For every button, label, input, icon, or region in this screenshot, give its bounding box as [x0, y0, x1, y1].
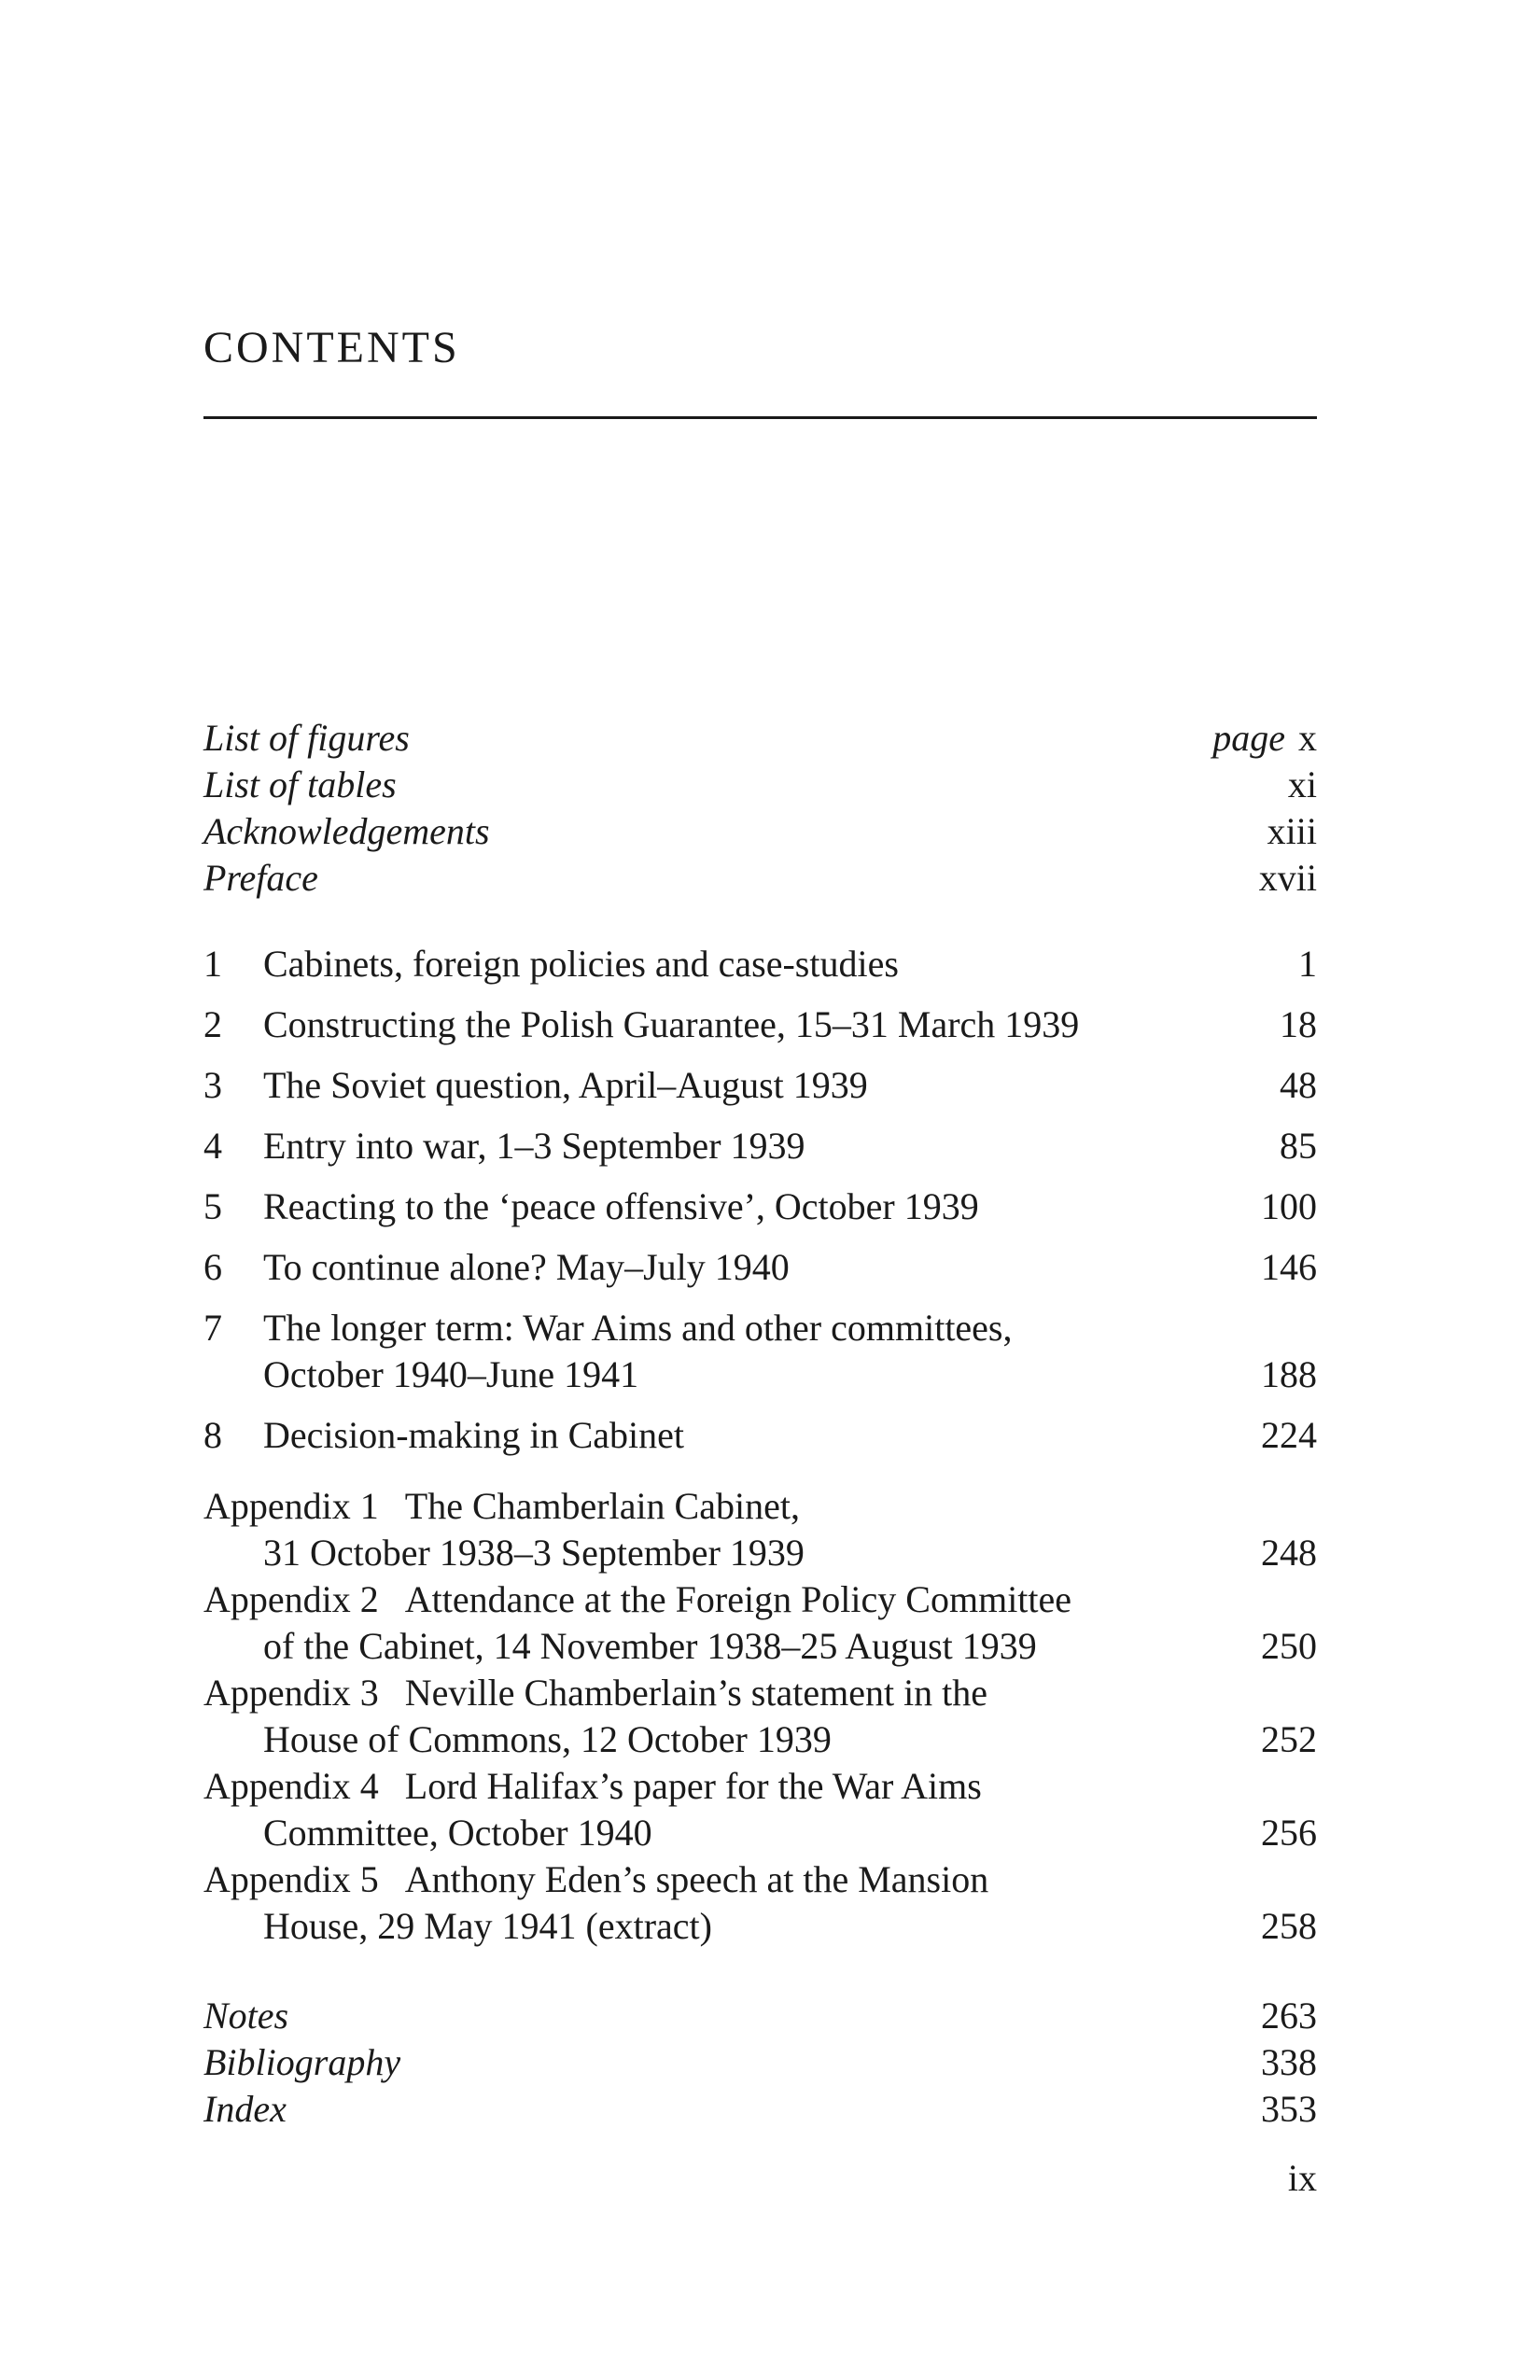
- entry-page-wrap: [1212, 715, 1317, 762]
- chapter-title: The Soviet question, April–August 1939: [263, 1064, 868, 1106]
- appendix-entry[interactable]: [203, 1483, 1317, 1576]
- chapter-title-cont: October 1940–June 1941: [263, 1353, 639, 1395]
- chapter-title: Entry into war, 1–3 September 1939: [263, 1125, 805, 1167]
- chapter-number: 2: [203, 1003, 222, 1045]
- appendix-entry[interactable]: [203, 1763, 1317, 1856]
- appendix-title: Neville Chamberlain’s statement in the: [404, 1672, 988, 1714]
- chapter-number: 5: [203, 1185, 222, 1227]
- chapter-page: 146: [1261, 1246, 1317, 1288]
- appendix-title-cont: of the Cabinet, 14 November 1938–25 August 1939: [263, 1625, 1037, 1667]
- chapter-page: 1: [1298, 943, 1317, 985]
- appendix-page: 250: [1261, 1625, 1317, 1667]
- chapter-page: 18: [1280, 1003, 1317, 1045]
- chapter-page: 48: [1280, 1064, 1317, 1106]
- appendix-entry[interactable]: [203, 1576, 1317, 1670]
- entry-page: 353: [1261, 2088, 1317, 2130]
- appendix-label: Appendix 2: [203, 1578, 379, 1620]
- entry-label: Acknowledgements: [203, 810, 490, 852]
- chapter-title: Decision-making in Cabinet: [263, 1414, 685, 1456]
- entry-page: 263: [1261, 1995, 1317, 2037]
- chapter-title: Constructing the Polish Guarantee, 15–31 March 1939: [263, 1003, 1080, 1045]
- chapter-number: 4: [203, 1125, 222, 1167]
- appendix-label: Appendix 4: [203, 1765, 379, 1807]
- appendix-label: Appendix 5: [203, 1858, 379, 1900]
- entry-label: Notes: [203, 1995, 289, 2037]
- appendix-title: Attendance at the Foreign Policy Committee: [404, 1578, 1072, 1620]
- chapter-page: 100: [1261, 1185, 1317, 1227]
- chapter-title: Reacting to the ‘peace offensive’, October 1939: [263, 1185, 979, 1227]
- page-folio: ix: [1287, 2157, 1317, 2199]
- entry-label: List of figures: [203, 717, 410, 759]
- chapter-page: 224: [1261, 1414, 1317, 1456]
- title-rule: [203, 416, 1317, 419]
- entry-page: xvii: [1258, 857, 1317, 899]
- chapter-page: 188: [1261, 1353, 1317, 1395]
- chapter-number: 6: [203, 1246, 222, 1288]
- entry-page: xiii: [1267, 810, 1317, 852]
- appendix-page: 258: [1261, 1905, 1317, 1947]
- appendix-title-cont: Committee, October 1940: [263, 1812, 652, 1854]
- appendix-entry[interactable]: [203, 1856, 1317, 1950]
- appendix-entry[interactable]: [203, 1670, 1317, 1763]
- appendix-label: Appendix 1: [203, 1485, 379, 1527]
- appendix-page: 256: [1261, 1812, 1317, 1854]
- chapter-number: 8: [203, 1414, 222, 1456]
- appendix-page: 248: [1261, 1532, 1317, 1574]
- entry-label: Index: [203, 2088, 287, 2130]
- chapter-number: 7: [203, 1307, 222, 1349]
- chapter-page: 85: [1280, 1125, 1317, 1167]
- page-prefix: page: [1212, 717, 1285, 759]
- appendix-label: Appendix 3: [203, 1672, 379, 1714]
- appendix-page: 252: [1261, 1718, 1317, 1760]
- entry-page: xi: [1287, 763, 1317, 805]
- entry-page: 338: [1261, 2041, 1317, 2083]
- chapter-title: The longer term: War Aims and other committees,: [263, 1307, 1013, 1349]
- appendix-title: The Chamberlain Cabinet,: [404, 1485, 800, 1527]
- appendix-title: Lord Halifax’s paper for the War Aims: [404, 1765, 982, 1807]
- page-title: CONTENTS: [203, 323, 460, 372]
- appendix-title-cont: 31 October 1938–3 September 1939: [263, 1532, 805, 1574]
- entry-page: x: [1298, 717, 1317, 759]
- chapter-number: 3: [203, 1064, 222, 1106]
- entry-label: Bibliography: [203, 2041, 401, 2083]
- chapter-title: Cabinets, foreign policies and case-studies: [263, 943, 899, 985]
- chapter-title: To continue alone? May–July 1940: [263, 1246, 790, 1288]
- entry-label: Preface: [203, 857, 318, 899]
- appendix-title-cont: House, 29 May 1941 (extract): [263, 1905, 712, 1947]
- entry-label: List of tables: [203, 763, 397, 805]
- appendix-title: Anthony Eden’s speech at the Mansion: [404, 1858, 989, 1900]
- appendix-title-cont: House of Commons, 12 October 1939: [263, 1718, 832, 1760]
- chapter-number: 1: [203, 943, 222, 985]
